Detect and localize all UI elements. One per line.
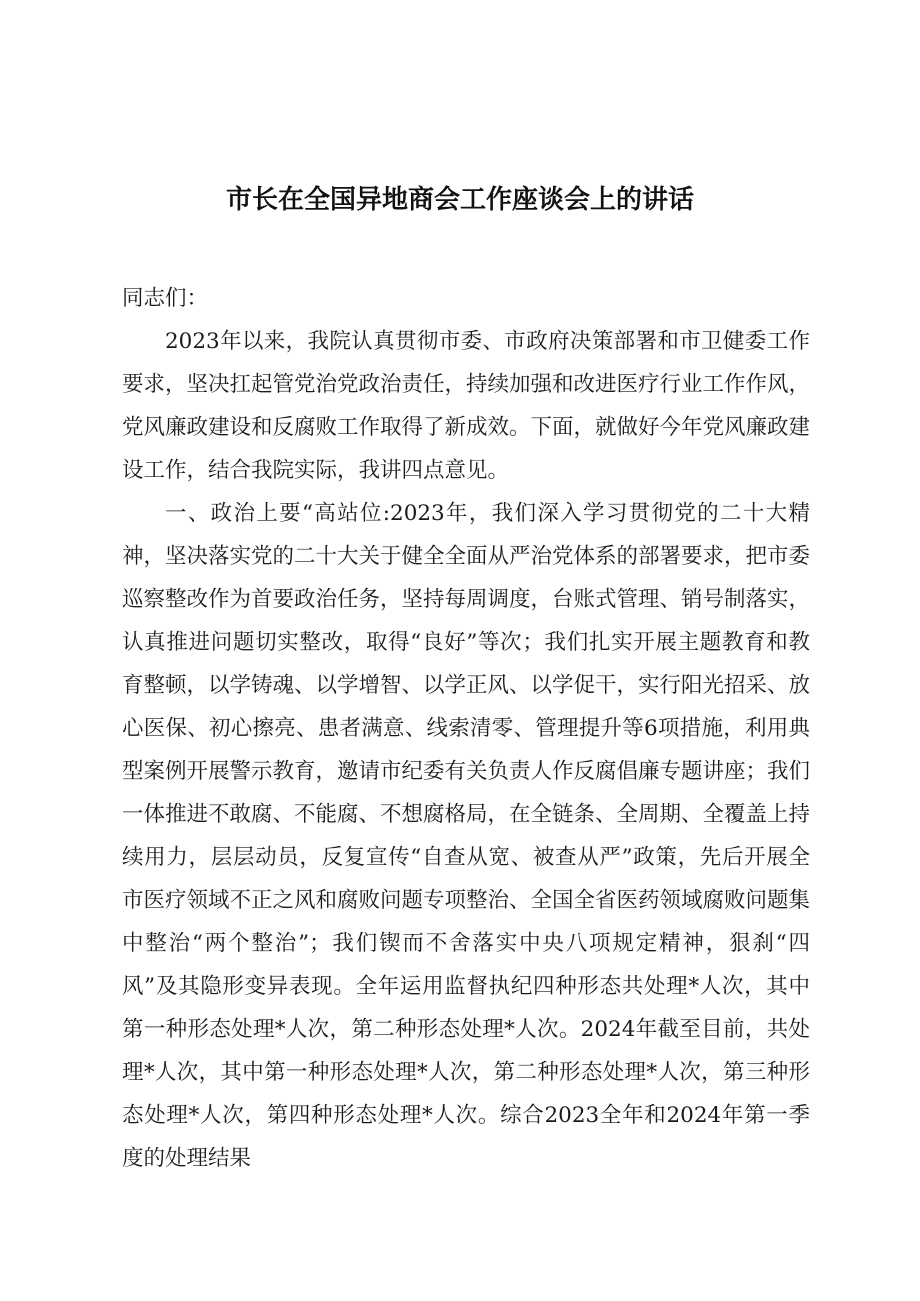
paragraph-section-one: 一、政治上要“高站位:2023年，我们深入学习贯彻党的二十大精神，坚决落实党的二十大关于健全全面从严治党体系的部署要求，把市委巡察整改作为首要政治任务，坚持每周调度，台账式管理、销号制落实，认真推进问题切实整改，取得“良好”等次；我们扎实开展主题教育和教育整顿，以学铸魂、以学增智、以学正风、以学促干，实行阳光招采、放心医保、初心擦亮、患者满意、线索清零、管理提升等6项措施，利用典型案例开展警示教育，邀请市纪委有关负责人作反腐倡廉专题讲座；我们一体推进不敢腐、不能腐、不想腐格局，在全链条、全周期、全覆盖上持续用力，层层动员，反复宣传“自查从宽、被查从严”政策，先后开展全市医疗领域不正之风和腐败问题专项整治、全国全省医药领域腐败问题集中整治“两个整治”；我们锲而不舍落实中央八项规定精神，狠刹“四风”及其隐形变异表现。全年运用监督执纪四种形态共处理*人次，其中第一种形态处理*人次，第二种形态处理*人次。2024年截至目前，共处理*人次，其中第一种形态处理*人次，第二种形态处理*人次，第三种形态处理*人次，第四种形态处理*人次。综合2023全年和2024年第一季度的处理结果	[122, 501, 811, 1171]
paragraph-intro: 2023年以来，我院认真贯彻市委、市政府决策部署和市卫健委工作要求，坚决扛起管党治党政治责任，持续加强和改进医疗行业工作作风，党风廉政建设和反腐败工作取得了新成效。下面，就做好今年党风廉政建设工作，结合我院实际，我讲四点意见。	[122, 329, 811, 483]
salutation: 同志们：	[122, 286, 209, 311]
document-title: 市长在全国异地商会工作座谈会上的讲话	[225, 185, 694, 215]
document-body	[122, 277, 810, 1180]
